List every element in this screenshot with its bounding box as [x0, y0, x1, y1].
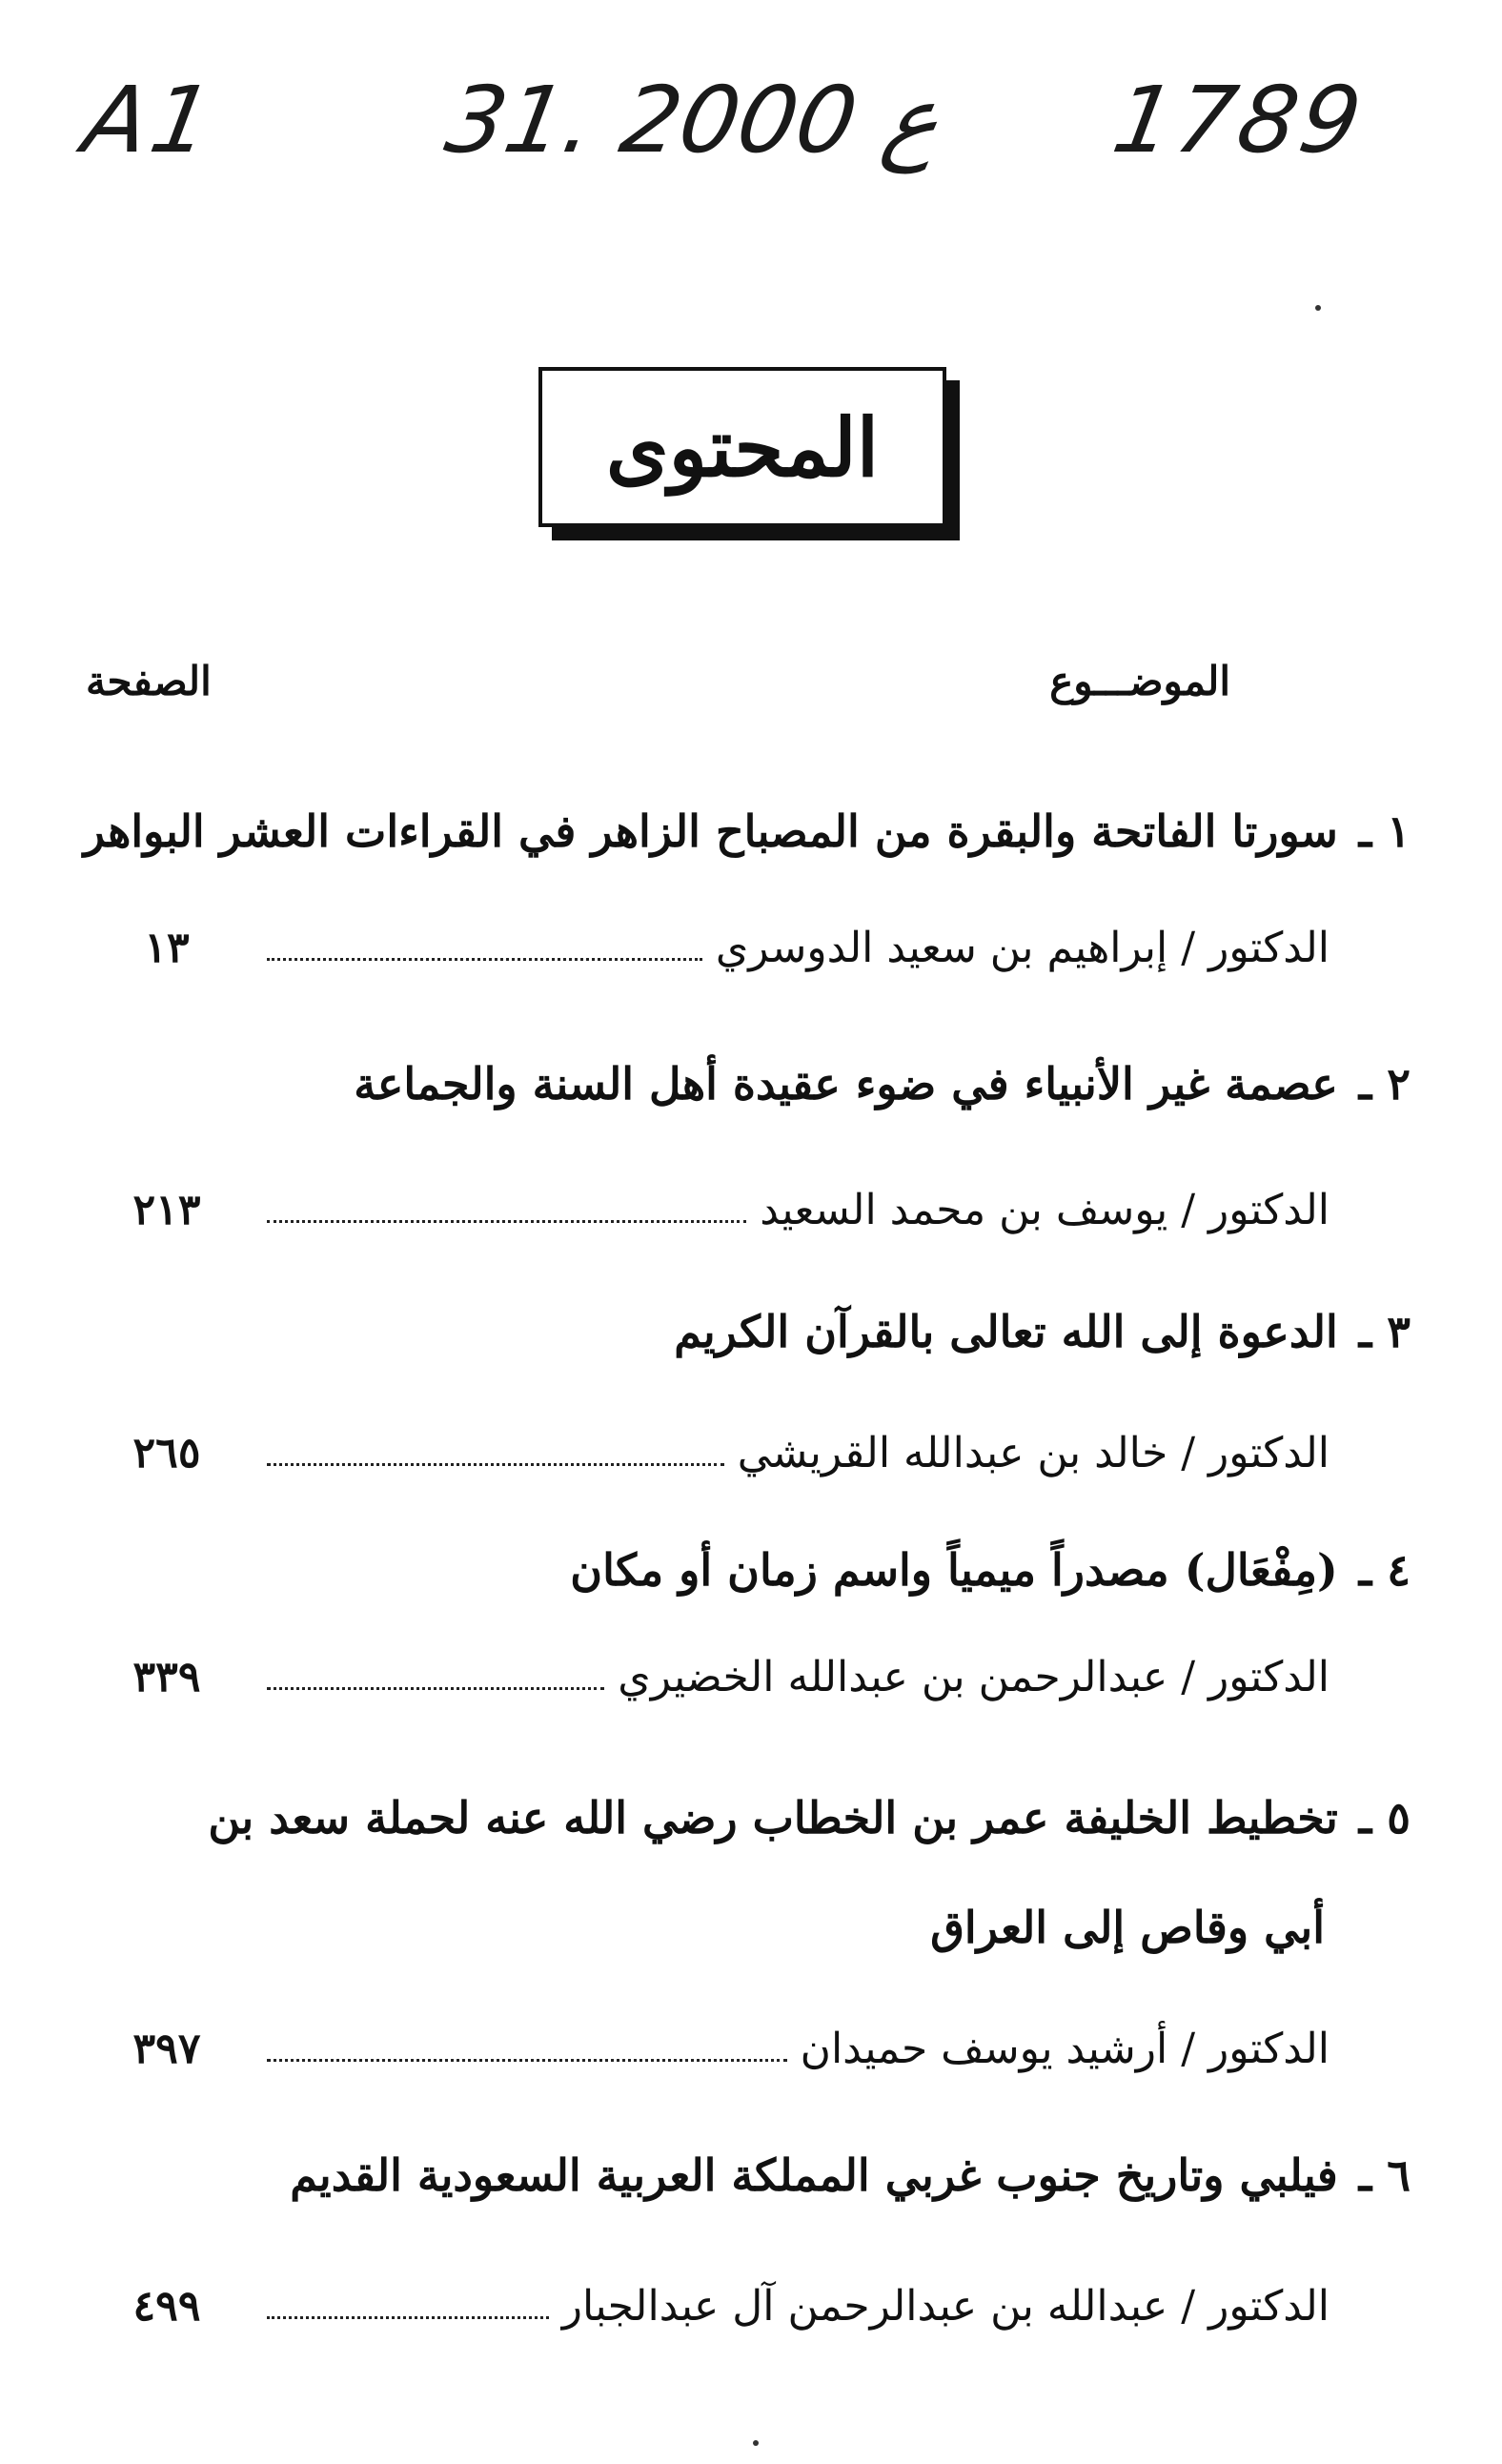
toc-entry-6-title [67, 2149, 1411, 2201]
entry-author: الدكتور / عبدالرحمن بن عبدالله الخضيري [618, 1653, 1329, 1701]
page-column-header: الصفحة [86, 658, 212, 704]
scan-speck [1315, 305, 1321, 311]
entry-author: الدكتور / أرشيد يوسف حميدان [800, 2025, 1329, 2073]
entry-author: الدكتور / يوسف بن محمد السعيد [760, 1186, 1329, 1234]
handwritten-note [76, 67, 1420, 191]
toc-entry-1-author-row [67, 915, 1411, 972]
entry-number: ٢ ـ [1358, 1058, 1411, 1110]
title-box [538, 367, 946, 527]
toc-entry-3-author-row [67, 1420, 1411, 1477]
leader-dots [267, 2316, 549, 2319]
leader-dots [267, 1687, 604, 1690]
entry-number: ٦ ـ [1358, 2149, 1411, 2201]
entry-number: ٥ ـ [1358, 1792, 1411, 1843]
entry-title: تخطيط الخليفة عمر بن الخطاب رضي الله عنه لحملة سعد بن [208, 1792, 1338, 1843]
handwritten-number: 1789 [1106, 67, 1373, 173]
leader-dots [267, 2059, 787, 2062]
toc-entry-4-title [67, 1544, 1411, 1596]
entry-title: فيلبي وتاريخ جنوب غربي المملكة العربية السعودية القديم [290, 2149, 1338, 2201]
entry-title: (مِفْعَال) مصدراً ميمياً واسم زمان أو مكان [570, 1544, 1338, 1596]
entry-page-number: ٢١٣ [132, 1186, 201, 1234]
entry-number: ٣ ـ [1358, 1306, 1411, 1357]
handwritten-date: 31. ع 2000 [438, 67, 949, 173]
entry-page-number: ١٣ [144, 924, 190, 972]
scan-speck [753, 2440, 759, 2446]
toc-entry-2-title [67, 1058, 1411, 1110]
toc-entry-5-title-continued [67, 1902, 1411, 1953]
leader-dots [267, 1220, 746, 1223]
page-title: المحتوى [605, 399, 880, 495]
entry-author: الدكتور / إبراهيم بن سعيد الدوسري [715, 924, 1329, 972]
entry-page-number: ٢٦٥ [132, 1429, 201, 1477]
subject-column-header: الموضـــوع [1049, 658, 1230, 704]
toc-entry-3-title [67, 1306, 1411, 1357]
toc-entry-4-author-row [67, 1644, 1411, 1701]
toc-entry-5-title [67, 1792, 1411, 1843]
entry-page-number: ٣٣٩ [132, 1653, 201, 1701]
entry-title: عصمة غير الأنبياء في ضوء عقيدة أهل السنة والجماعة [354, 1058, 1338, 1110]
toc-entry-2-author-row [67, 1177, 1411, 1234]
entry-title-line-2: أبي وقاص إلى العراق [930, 1902, 1325, 1953]
entry-page-number: ٤٩٩ [132, 2282, 201, 2331]
leader-dots [267, 1463, 724, 1466]
entry-number: ١ ـ [1358, 805, 1411, 857]
entry-author: الدكتور / عبدالله بن عبدالرحمن آل عبدالجبار [561, 2282, 1329, 2331]
entry-number: ٤ ـ [1358, 1544, 1411, 1596]
toc-entry-6-author-row [67, 2273, 1411, 2331]
toc-entry-5-author-row [67, 2016, 1411, 2073]
leader-dots [267, 958, 702, 961]
handwritten-code: A1 [76, 67, 224, 173]
toc-entry-1-title [67, 805, 1411, 857]
entry-author: الدكتور / خالد بن عبدالله القريشي [737, 1429, 1329, 1477]
entry-page-number: ٣٩٧ [132, 2025, 201, 2073]
entry-title: سورتا الفاتحة والبقرة من المصباح الزاهر في القراءات العشر البواهر [83, 805, 1338, 857]
entry-title: الدعوة إلى الله تعالى بالقرآن الكريم [674, 1306, 1338, 1357]
